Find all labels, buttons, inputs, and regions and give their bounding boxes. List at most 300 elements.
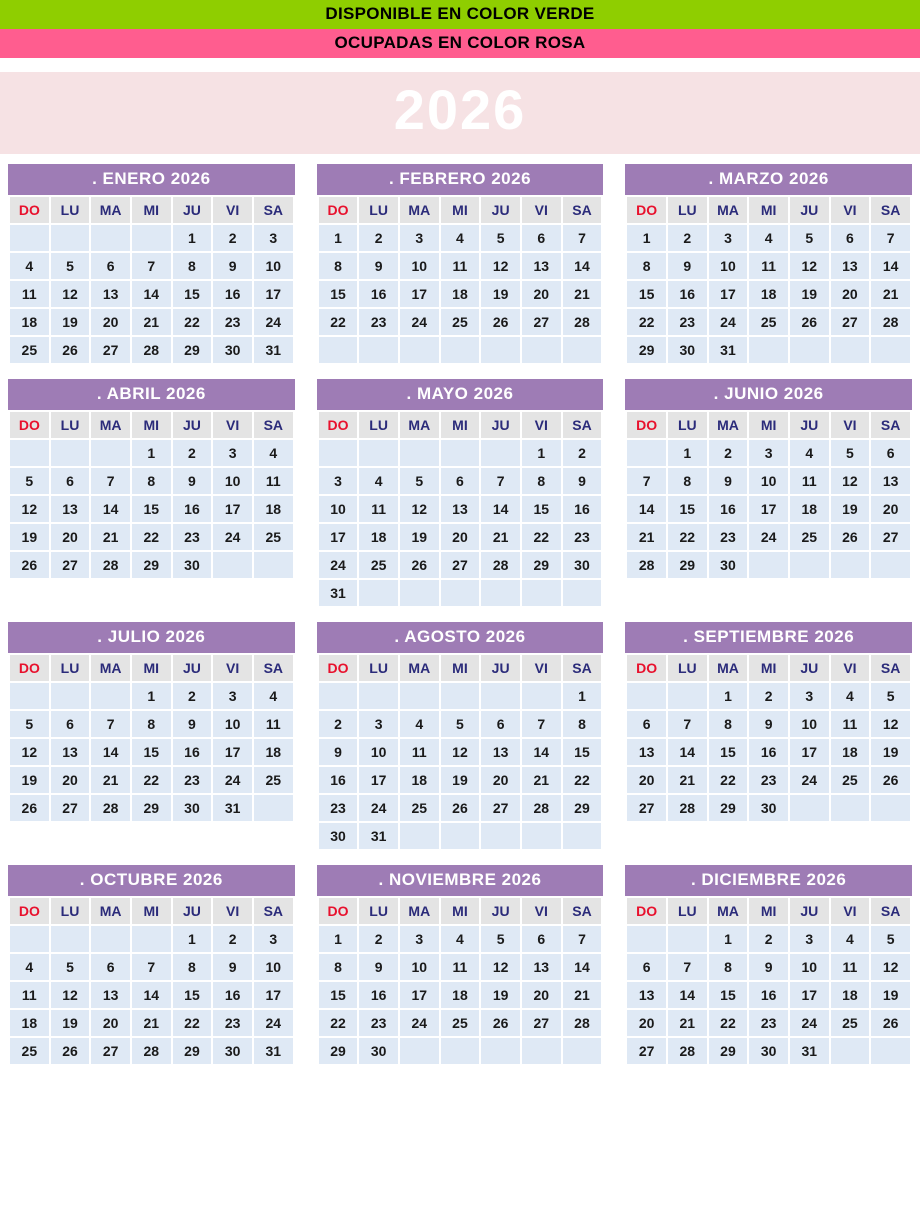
day-cell[interactable]: 17: [749, 496, 788, 522]
day-cell[interactable]: 28: [563, 1010, 602, 1036]
day-cell[interactable]: 21: [522, 767, 561, 793]
day-cell[interactable]: 17: [213, 739, 252, 765]
day-cell[interactable]: 25: [790, 524, 829, 550]
day-cell[interactable]: 18: [790, 496, 829, 522]
day-cell[interactable]: 1: [709, 926, 748, 952]
day-cell[interactable]: 10: [400, 253, 439, 279]
day-cell[interactable]: 11: [10, 281, 49, 307]
day-cell[interactable]: 3: [790, 926, 829, 952]
day-cell[interactable]: 21: [563, 982, 602, 1008]
day-cell[interactable]: 18: [831, 739, 870, 765]
day-cell[interactable]: 27: [481, 795, 520, 821]
day-cell[interactable]: 11: [10, 982, 49, 1008]
day-cell[interactable]: 30: [563, 552, 602, 578]
day-cell[interactable]: 4: [441, 225, 480, 251]
day-cell[interactable]: 13: [91, 281, 130, 307]
day-cell[interactable]: 28: [91, 795, 130, 821]
day-cell[interactable]: 3: [400, 926, 439, 952]
day-cell[interactable]: 23: [709, 524, 748, 550]
day-cell[interactable]: 10: [359, 739, 398, 765]
day-cell[interactable]: 26: [400, 552, 439, 578]
day-cell[interactable]: 27: [522, 1010, 561, 1036]
day-cell[interactable]: 21: [627, 524, 666, 550]
day-cell[interactable]: 28: [668, 1038, 707, 1064]
day-cell[interactable]: 2: [319, 711, 358, 737]
day-cell[interactable]: 7: [522, 711, 561, 737]
day-cell[interactable]: 25: [749, 309, 788, 335]
day-cell[interactable]: 23: [173, 767, 212, 793]
day-cell[interactable]: 26: [871, 767, 910, 793]
day-cell[interactable]: 4: [359, 468, 398, 494]
day-cell[interactable]: 5: [51, 253, 90, 279]
day-cell[interactable]: 12: [831, 468, 870, 494]
day-cell[interactable]: 8: [522, 468, 561, 494]
day-cell[interactable]: 5: [831, 440, 870, 466]
day-cell[interactable]: 23: [359, 309, 398, 335]
day-cell[interactable]: 16: [749, 982, 788, 1008]
day-cell[interactable]: 16: [213, 982, 252, 1008]
day-cell[interactable]: 18: [831, 982, 870, 1008]
day-cell[interactable]: 17: [790, 739, 829, 765]
day-cell[interactable]: 11: [831, 954, 870, 980]
day-cell[interactable]: 21: [563, 281, 602, 307]
day-cell[interactable]: 27: [831, 309, 870, 335]
day-cell[interactable]: 30: [359, 1038, 398, 1064]
day-cell[interactable]: 3: [254, 926, 293, 952]
day-cell[interactable]: 13: [627, 982, 666, 1008]
day-cell[interactable]: 3: [359, 711, 398, 737]
day-cell[interactable]: 14: [132, 982, 171, 1008]
day-cell[interactable]: 8: [709, 954, 748, 980]
day-cell[interactable]: 9: [173, 711, 212, 737]
day-cell[interactable]: 14: [481, 496, 520, 522]
day-cell[interactable]: 25: [400, 795, 439, 821]
day-cell[interactable]: 1: [668, 440, 707, 466]
day-cell[interactable]: 5: [441, 711, 480, 737]
day-cell[interactable]: 8: [173, 954, 212, 980]
day-cell[interactable]: 10: [254, 253, 293, 279]
day-cell[interactable]: 23: [319, 795, 358, 821]
day-cell[interactable]: 22: [132, 767, 171, 793]
day-cell[interactable]: 23: [749, 767, 788, 793]
day-cell[interactable]: 27: [91, 1038, 130, 1064]
day-cell[interactable]: 16: [319, 767, 358, 793]
day-cell[interactable]: 13: [51, 496, 90, 522]
day-cell[interactable]: 6: [871, 440, 910, 466]
day-cell[interactable]: 13: [481, 739, 520, 765]
day-cell[interactable]: 16: [749, 739, 788, 765]
day-cell[interactable]: 11: [831, 711, 870, 737]
day-cell[interactable]: 6: [51, 468, 90, 494]
day-cell[interactable]: 26: [10, 552, 49, 578]
day-cell[interactable]: 26: [481, 1010, 520, 1036]
day-cell[interactable]: 22: [709, 767, 748, 793]
day-cell[interactable]: 29: [173, 337, 212, 363]
day-cell[interactable]: 19: [481, 281, 520, 307]
day-cell[interactable]: 19: [790, 281, 829, 307]
day-cell[interactable]: 12: [441, 739, 480, 765]
day-cell[interactable]: 20: [91, 309, 130, 335]
day-cell[interactable]: 26: [441, 795, 480, 821]
day-cell[interactable]: 11: [790, 468, 829, 494]
day-cell[interactable]: 25: [441, 309, 480, 335]
day-cell[interactable]: 24: [213, 524, 252, 550]
day-cell[interactable]: 9: [709, 468, 748, 494]
day-cell[interactable]: 12: [51, 281, 90, 307]
day-cell[interactable]: 27: [91, 337, 130, 363]
day-cell[interactable]: 12: [400, 496, 439, 522]
day-cell[interactable]: 15: [173, 281, 212, 307]
day-cell[interactable]: 30: [213, 1038, 252, 1064]
day-cell[interactable]: 18: [254, 496, 293, 522]
day-cell[interactable]: 15: [627, 281, 666, 307]
day-cell[interactable]: 20: [627, 767, 666, 793]
day-cell[interactable]: 4: [831, 926, 870, 952]
day-cell[interactable]: 16: [668, 281, 707, 307]
day-cell[interactable]: 4: [10, 253, 49, 279]
day-cell[interactable]: 9: [173, 468, 212, 494]
day-cell[interactable]: 6: [91, 954, 130, 980]
day-cell[interactable]: 30: [668, 337, 707, 363]
day-cell[interactable]: 15: [563, 739, 602, 765]
day-cell[interactable]: 11: [749, 253, 788, 279]
day-cell[interactable]: 29: [132, 795, 171, 821]
day-cell[interactable]: 21: [871, 281, 910, 307]
day-cell[interactable]: 22: [132, 524, 171, 550]
day-cell[interactable]: 4: [790, 440, 829, 466]
day-cell[interactable]: 18: [441, 281, 480, 307]
day-cell[interactable]: 8: [709, 711, 748, 737]
day-cell[interactable]: 9: [749, 954, 788, 980]
day-cell[interactable]: 27: [627, 1038, 666, 1064]
day-cell[interactable]: 1: [132, 683, 171, 709]
day-cell[interactable]: 23: [749, 1010, 788, 1036]
day-cell[interactable]: 21: [132, 1010, 171, 1036]
day-cell[interactable]: 21: [132, 309, 171, 335]
day-cell[interactable]: 18: [749, 281, 788, 307]
day-cell[interactable]: 1: [709, 683, 748, 709]
day-cell[interactable]: 29: [627, 337, 666, 363]
day-cell[interactable]: 20: [522, 982, 561, 1008]
day-cell[interactable]: 25: [254, 524, 293, 550]
day-cell[interactable]: 24: [319, 552, 358, 578]
day-cell[interactable]: 1: [173, 225, 212, 251]
day-cell[interactable]: 20: [627, 1010, 666, 1036]
day-cell[interactable]: 22: [319, 309, 358, 335]
day-cell[interactable]: 2: [749, 926, 788, 952]
day-cell[interactable]: 3: [213, 683, 252, 709]
day-cell[interactable]: 13: [831, 253, 870, 279]
day-cell[interactable]: 12: [10, 496, 49, 522]
day-cell[interactable]: 2: [213, 926, 252, 952]
day-cell[interactable]: 6: [441, 468, 480, 494]
day-cell[interactable]: 9: [359, 954, 398, 980]
day-cell[interactable]: 27: [51, 795, 90, 821]
day-cell[interactable]: 5: [790, 225, 829, 251]
day-cell[interactable]: 30: [173, 795, 212, 821]
day-cell[interactable]: 15: [319, 281, 358, 307]
day-cell[interactable]: 25: [254, 767, 293, 793]
day-cell[interactable]: 3: [400, 225, 439, 251]
day-cell[interactable]: 13: [441, 496, 480, 522]
day-cell[interactable]: 25: [831, 767, 870, 793]
day-cell[interactable]: 2: [359, 225, 398, 251]
day-cell[interactable]: 4: [10, 954, 49, 980]
day-cell[interactable]: 18: [254, 739, 293, 765]
day-cell[interactable]: 16: [173, 496, 212, 522]
day-cell[interactable]: 20: [51, 767, 90, 793]
day-cell[interactable]: 7: [91, 468, 130, 494]
day-cell[interactable]: 25: [831, 1010, 870, 1036]
day-cell[interactable]: 24: [359, 795, 398, 821]
day-cell[interactable]: 6: [627, 954, 666, 980]
day-cell[interactable]: 24: [709, 309, 748, 335]
day-cell[interactable]: 13: [522, 253, 561, 279]
day-cell[interactable]: 28: [668, 795, 707, 821]
day-cell[interactable]: 22: [709, 1010, 748, 1036]
day-cell[interactable]: 5: [481, 225, 520, 251]
day-cell[interactable]: 10: [254, 954, 293, 980]
day-cell[interactable]: 2: [563, 440, 602, 466]
day-cell[interactable]: 2: [173, 683, 212, 709]
day-cell[interactable]: 8: [132, 468, 171, 494]
day-cell[interactable]: 22: [522, 524, 561, 550]
day-cell[interactable]: 3: [319, 468, 358, 494]
day-cell[interactable]: 12: [871, 954, 910, 980]
day-cell[interactable]: 17: [359, 767, 398, 793]
day-cell[interactable]: 26: [51, 337, 90, 363]
day-cell[interactable]: 28: [563, 309, 602, 335]
day-cell[interactable]: 14: [668, 982, 707, 1008]
day-cell[interactable]: 1: [173, 926, 212, 952]
day-cell[interactable]: 2: [173, 440, 212, 466]
day-cell[interactable]: 5: [871, 683, 910, 709]
day-cell[interactable]: 9: [563, 468, 602, 494]
day-cell[interactable]: 27: [51, 552, 90, 578]
day-cell[interactable]: 31: [359, 823, 398, 849]
day-cell[interactable]: 29: [319, 1038, 358, 1064]
day-cell[interactable]: 7: [627, 468, 666, 494]
day-cell[interactable]: 3: [254, 225, 293, 251]
day-cell[interactable]: 8: [563, 711, 602, 737]
day-cell[interactable]: 9: [359, 253, 398, 279]
day-cell[interactable]: 10: [213, 711, 252, 737]
day-cell[interactable]: 10: [213, 468, 252, 494]
day-cell[interactable]: 12: [10, 739, 49, 765]
day-cell[interactable]: 15: [132, 496, 171, 522]
day-cell[interactable]: 13: [522, 954, 561, 980]
day-cell[interactable]: 3: [709, 225, 748, 251]
day-cell[interactable]: 14: [627, 496, 666, 522]
day-cell[interactable]: 9: [319, 739, 358, 765]
day-cell[interactable]: 30: [709, 552, 748, 578]
day-cell[interactable]: 14: [563, 954, 602, 980]
day-cell[interactable]: 7: [668, 954, 707, 980]
day-cell[interactable]: 11: [254, 711, 293, 737]
day-cell[interactable]: 8: [319, 253, 358, 279]
day-cell[interactable]: 6: [627, 711, 666, 737]
day-cell[interactable]: 27: [627, 795, 666, 821]
day-cell[interactable]: 21: [668, 1010, 707, 1036]
day-cell[interactable]: 5: [51, 954, 90, 980]
day-cell[interactable]: 28: [627, 552, 666, 578]
day-cell[interactable]: 16: [359, 982, 398, 1008]
day-cell[interactable]: 4: [749, 225, 788, 251]
day-cell[interactable]: 21: [91, 524, 130, 550]
day-cell[interactable]: 5: [481, 926, 520, 952]
day-cell[interactable]: 8: [627, 253, 666, 279]
day-cell[interactable]: 22: [173, 1010, 212, 1036]
day-cell[interactable]: 10: [790, 954, 829, 980]
day-cell[interactable]: 11: [254, 468, 293, 494]
day-cell[interactable]: 4: [400, 711, 439, 737]
day-cell[interactable]: 7: [91, 711, 130, 737]
day-cell[interactable]: 24: [790, 767, 829, 793]
day-cell[interactable]: 10: [749, 468, 788, 494]
day-cell[interactable]: 14: [91, 496, 130, 522]
day-cell[interactable]: 16: [173, 739, 212, 765]
day-cell[interactable]: 25: [441, 1010, 480, 1036]
day-cell[interactable]: 12: [790, 253, 829, 279]
day-cell[interactable]: 5: [400, 468, 439, 494]
day-cell[interactable]: 7: [132, 954, 171, 980]
day-cell[interactable]: 14: [522, 739, 561, 765]
day-cell[interactable]: 13: [627, 739, 666, 765]
day-cell[interactable]: 9: [213, 954, 252, 980]
day-cell[interactable]: 28: [91, 552, 130, 578]
day-cell[interactable]: 28: [522, 795, 561, 821]
day-cell[interactable]: 17: [400, 281, 439, 307]
day-cell[interactable]: 25: [10, 1038, 49, 1064]
day-cell[interactable]: 20: [51, 524, 90, 550]
day-cell[interactable]: 30: [749, 1038, 788, 1064]
day-cell[interactable]: 18: [400, 767, 439, 793]
day-cell[interactable]: 17: [213, 496, 252, 522]
day-cell[interactable]: 21: [91, 767, 130, 793]
day-cell[interactable]: 6: [91, 253, 130, 279]
day-cell[interactable]: 4: [254, 440, 293, 466]
day-cell[interactable]: 30: [319, 823, 358, 849]
day-cell[interactable]: 5: [871, 926, 910, 952]
day-cell[interactable]: 24: [790, 1010, 829, 1036]
day-cell[interactable]: 8: [319, 954, 358, 980]
day-cell[interactable]: 19: [10, 524, 49, 550]
day-cell[interactable]: 2: [749, 683, 788, 709]
day-cell[interactable]: 9: [213, 253, 252, 279]
day-cell[interactable]: 13: [871, 468, 910, 494]
day-cell[interactable]: 24: [400, 309, 439, 335]
day-cell[interactable]: 29: [173, 1038, 212, 1064]
day-cell[interactable]: 9: [668, 253, 707, 279]
day-cell[interactable]: 24: [254, 1010, 293, 1036]
day-cell[interactable]: 15: [668, 496, 707, 522]
day-cell[interactable]: 11: [400, 739, 439, 765]
day-cell[interactable]: 27: [871, 524, 910, 550]
day-cell[interactable]: 31: [213, 795, 252, 821]
day-cell[interactable]: 7: [563, 926, 602, 952]
day-cell[interactable]: 1: [627, 225, 666, 251]
day-cell[interactable]: 12: [481, 954, 520, 980]
day-cell[interactable]: 21: [481, 524, 520, 550]
day-cell[interactable]: 19: [871, 739, 910, 765]
day-cell[interactable]: 26: [10, 795, 49, 821]
day-cell[interactable]: 18: [441, 982, 480, 1008]
day-cell[interactable]: 17: [319, 524, 358, 550]
day-cell[interactable]: 30: [173, 552, 212, 578]
day-cell[interactable]: 12: [481, 253, 520, 279]
day-cell[interactable]: 7: [668, 711, 707, 737]
day-cell[interactable]: 28: [132, 337, 171, 363]
day-cell[interactable]: 8: [668, 468, 707, 494]
day-cell[interactable]: 23: [173, 524, 212, 550]
day-cell[interactable]: 7: [481, 468, 520, 494]
day-cell[interactable]: 17: [400, 982, 439, 1008]
day-cell[interactable]: 18: [359, 524, 398, 550]
day-cell[interactable]: 22: [173, 309, 212, 335]
day-cell[interactable]: 12: [51, 982, 90, 1008]
day-cell[interactable]: 7: [563, 225, 602, 251]
day-cell[interactable]: 24: [254, 309, 293, 335]
day-cell[interactable]: 26: [51, 1038, 90, 1064]
day-cell[interactable]: 3: [790, 683, 829, 709]
day-cell[interactable]: 15: [709, 982, 748, 1008]
day-cell[interactable]: 28: [481, 552, 520, 578]
day-cell[interactable]: 29: [709, 1038, 748, 1064]
day-cell[interactable]: 29: [522, 552, 561, 578]
day-cell[interactable]: 6: [522, 225, 561, 251]
day-cell[interactable]: 17: [709, 281, 748, 307]
day-cell[interactable]: 17: [254, 281, 293, 307]
day-cell[interactable]: 24: [213, 767, 252, 793]
day-cell[interactable]: 6: [481, 711, 520, 737]
day-cell[interactable]: 28: [871, 309, 910, 335]
day-cell[interactable]: 2: [213, 225, 252, 251]
day-cell[interactable]: 29: [709, 795, 748, 821]
day-cell[interactable]: 14: [132, 281, 171, 307]
day-cell[interactable]: 6: [51, 711, 90, 737]
day-cell[interactable]: 2: [359, 926, 398, 952]
day-cell[interactable]: 10: [319, 496, 358, 522]
day-cell[interactable]: 17: [790, 982, 829, 1008]
day-cell[interactable]: 1: [319, 225, 358, 251]
day-cell[interactable]: 14: [563, 253, 602, 279]
day-cell[interactable]: 7: [132, 253, 171, 279]
day-cell[interactable]: 14: [871, 253, 910, 279]
day-cell[interactable]: 12: [871, 711, 910, 737]
day-cell[interactable]: 15: [319, 982, 358, 1008]
day-cell[interactable]: 6: [831, 225, 870, 251]
day-cell[interactable]: 5: [10, 468, 49, 494]
day-cell[interactable]: 4: [441, 926, 480, 952]
day-cell[interactable]: 1: [132, 440, 171, 466]
day-cell[interactable]: 21: [668, 767, 707, 793]
day-cell[interactable]: 10: [709, 253, 748, 279]
day-cell[interactable]: 8: [132, 711, 171, 737]
day-cell[interactable]: 7: [871, 225, 910, 251]
day-cell[interactable]: 27: [522, 309, 561, 335]
day-cell[interactable]: 31: [709, 337, 748, 363]
day-cell[interactable]: 22: [319, 1010, 358, 1036]
day-cell[interactable]: 14: [91, 739, 130, 765]
day-cell[interactable]: 19: [441, 767, 480, 793]
day-cell[interactable]: 29: [563, 795, 602, 821]
day-cell[interactable]: 26: [871, 1010, 910, 1036]
day-cell[interactable]: 5: [10, 711, 49, 737]
day-cell[interactable]: 23: [563, 524, 602, 550]
day-cell[interactable]: 1: [563, 683, 602, 709]
day-cell[interactable]: 19: [400, 524, 439, 550]
day-cell[interactable]: 15: [173, 982, 212, 1008]
